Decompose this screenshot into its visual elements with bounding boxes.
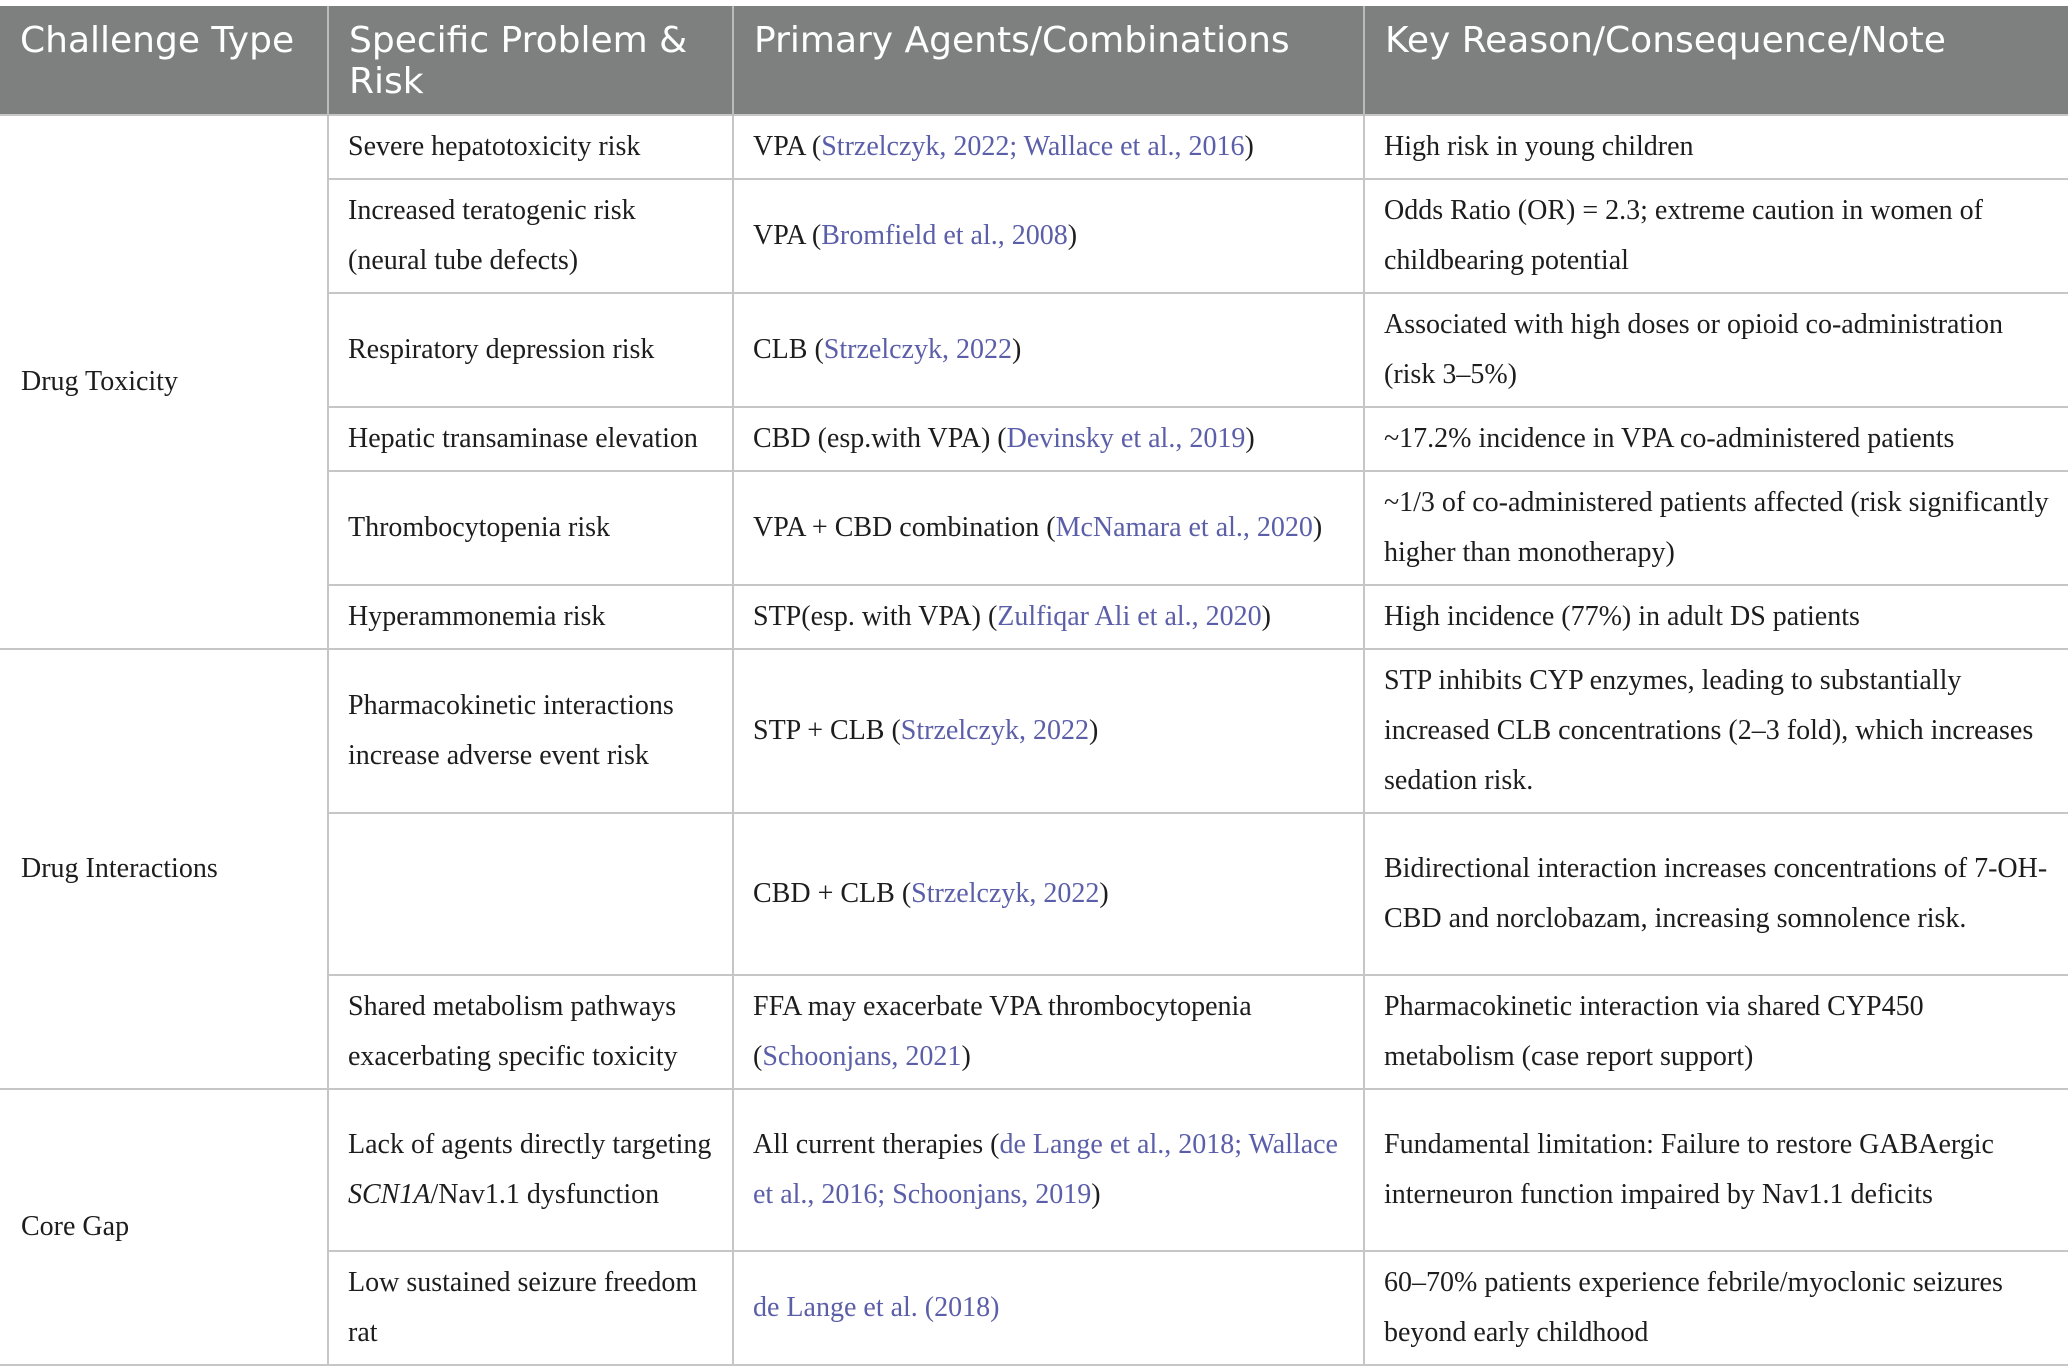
problem-cell: Increased teratogenic risk (neural tube defects) — [328, 179, 733, 293]
header-challenge-type: Challenge Type — [0, 6, 328, 115]
note-cell: High risk in young children — [1364, 115, 2068, 179]
note-cell: Bidirectional interaction increases concentrations of 7-OH-CBD and norclobazam, increasing somnolence risk. — [1364, 813, 2068, 975]
note-cell: Odds Ratio (OR) = 2.3; extreme caution in women of childbearing potential — [1364, 179, 2068, 293]
agent-cell: VPA (Strzelczyk, 2022; Wallace et al., 2016) — [733, 115, 1364, 179]
problem-cell: Pharmacokinetic interactions increase adverse event risk — [328, 649, 733, 813]
table-row — [0, 649, 2068, 813]
agent-cell: All current therapies (de Lange et al., 2018; Wallace et al., 2016; Schoonjans, 2019) — [733, 1089, 1364, 1251]
citation-link[interactable]: de Lange et al., 2018; Wallace et al., 2016; Schoonjans, 2019 — [753, 1129, 1338, 1210]
citation-link[interactable]: Strzelczyk, 2022 — [900, 715, 1089, 746]
problem-cell: Severe hepatotoxicity risk — [328, 115, 733, 179]
agent-cell: FFA may exacerbate VPA thrombocytopenia (Schoonjans, 2021) — [733, 975, 1364, 1089]
note-cell: Fundamental limitation: Failure to restore GABAergic interneuron function impaired by Nav1.1 deficits — [1364, 1089, 2068, 1251]
header-primary-agents: Primary Agents/Combinations — [733, 6, 1364, 115]
table-row — [0, 115, 2068, 179]
problem-cell — [328, 813, 733, 975]
agent-cell: STP(esp. with VPA) (Zulfiqar Ali et al., 2020) — [733, 585, 1364, 649]
agent-cell — [733, 1251, 1364, 1365]
problem-cell: Shared metabolism pathways exacerbating specific toxicity — [328, 975, 733, 1089]
challenges-table — [0, 6, 2068, 1366]
agent-cell: CBD (esp.with VPA) (Devinsky et al., 2019) — [733, 407, 1364, 471]
category-core-gap: Core Gap — [0, 1089, 328, 1365]
problem-cell: Lack of agents directly targeting SCN1A/Nav1.1 dysfunction — [328, 1089, 733, 1251]
agent-cell: CBD + CLB (Strzelczyk, 2022) — [733, 813, 1364, 975]
note-cell: ~1/3 of co-administered patients affected (risk significantly higher than monotherapy) — [1364, 471, 2068, 585]
citation-link[interactable]: Bromfield et al., 2008 — [821, 220, 1068, 251]
header-row — [0, 6, 2068, 115]
citation-link[interactable]: McNamara et al., 2020 — [1055, 512, 1313, 543]
problem-cell: Hyperammonemia risk — [328, 585, 733, 649]
citation-link[interactable]: Zulfiqar Ali et al., 2020 — [997, 601, 1262, 632]
citation-link[interactable]: Strzelczyk, 2022; Wallace et al., 2016 — [821, 131, 1245, 162]
header-key-reason: Key Reason/Consequence/Note — [1364, 6, 2068, 115]
note-cell: ~17.2% incidence in VPA co-administered patients — [1364, 407, 2068, 471]
citation-link[interactable]: Schoonjans, 2021 — [762, 1041, 962, 1072]
problem-cell: Hepatic transaminase elevation — [328, 407, 733, 471]
agent-cell: STP + CLB (Strzelczyk, 2022) — [733, 649, 1364, 813]
category-drug-interactions: Drug Interactions — [0, 649, 328, 1089]
table-row — [0, 1089, 2068, 1251]
category-drug-toxicity: Drug Toxicity — [0, 115, 328, 649]
note-cell: High incidence (77%) in adult DS patients — [1364, 585, 2068, 649]
agent-cell: VPA (Bromfield et al., 2008) — [733, 179, 1364, 293]
header-specific-problem: Specific Problem & Risk — [328, 6, 733, 115]
citation-link[interactable]: Strzelczyk, 2022 — [911, 878, 1100, 909]
note-cell: 60–70% patients experience febrile/myoclonic seizures beyond early childhood — [1364, 1251, 2068, 1365]
agent-cell: CLB (Strzelczyk, 2022) — [733, 293, 1364, 407]
note-cell: STP inhibits CYP enzymes, leading to substantially increased CLB concentrations (2–3 fold), which increases sedation risk. — [1364, 649, 2068, 813]
problem-cell: Low sustained seizure freedom rat — [328, 1251, 733, 1365]
citation-link[interactable]: Strzelczyk, 2022 — [823, 334, 1012, 365]
citation-link[interactable]: de Lange et al. (2018) — [753, 1292, 1000, 1323]
citation-link[interactable]: Devinsky et al., 2019 — [1006, 423, 1246, 454]
problem-cell: Respiratory depression risk — [328, 293, 733, 407]
problem-cell: Thrombocytopenia risk — [328, 471, 733, 585]
note-cell: Pharmacokinetic interaction via shared CYP450 metabolism (case report support) — [1364, 975, 2068, 1089]
note-cell: Associated with high doses or opioid co-administration (risk 3–5%) — [1364, 293, 2068, 407]
agent-cell: VPA + CBD combination (McNamara et al., 2020) — [733, 471, 1364, 585]
